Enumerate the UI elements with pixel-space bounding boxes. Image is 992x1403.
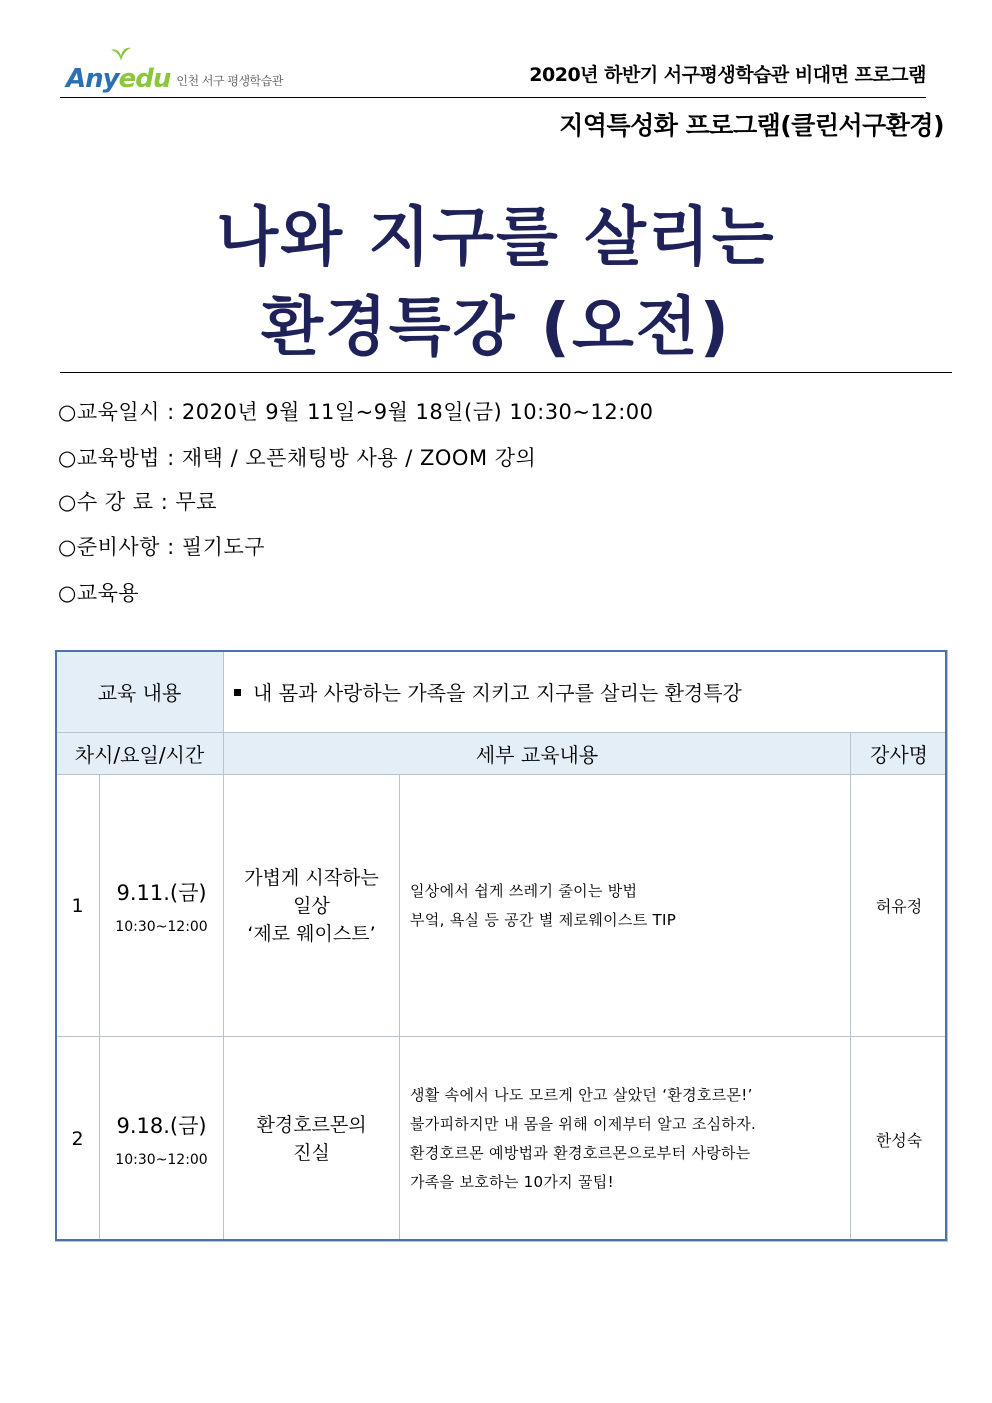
session-subject: [224, 1037, 400, 1242]
subject-line: 진실: [293, 1142, 330, 1164]
session-description: [400, 775, 851, 1037]
session-description: [400, 1037, 851, 1242]
session-date: 9.11.(금): [116, 880, 207, 905]
sprout-icon: [110, 46, 132, 62]
description-line: 부엌, 욕실 등 공간 별 제로웨이스트 TIP: [410, 910, 677, 929]
program-line: 2020년 하반기 서구평생학습관 비대면 프로그램: [529, 64, 926, 86]
description-line: 생활 속에서 나도 모르게 안고 살았던 ‘환경호르몬!’: [410, 1086, 753, 1104]
program-category: 지역특성화 프로그램(클린서구환경): [559, 111, 944, 140]
logo-org-name: 인천 서구 평생학습관: [176, 74, 283, 88]
topic-row: [56, 651, 948, 733]
logo-wordmark: Anyedu: [66, 64, 171, 94]
subject-line: 가볍게 시작하는: [244, 866, 379, 889]
topic-value-cell: [224, 651, 948, 733]
col-header-lecturer: 강사명: [851, 733, 948, 775]
topic-label: 교육 내용: [56, 651, 224, 733]
col-header-session: 차시/요일/시간: [56, 733, 224, 775]
description-line: 불가피하지만 내 몸을 위해 이제부터 알고 조심하자.: [410, 1115, 757, 1133]
session-subject: [224, 775, 400, 1037]
info-preparation: ○준비사항 : 필기도구: [58, 535, 266, 559]
description-line: 환경호르몬 예방법과 환경호르몬으로부터 사랑하는: [410, 1144, 751, 1162]
session-date-cell: [100, 1037, 224, 1242]
subject-line: ‘제로 웨이스트’: [247, 922, 376, 945]
page-title-line2: 환경특강 (오전): [261, 291, 731, 365]
col-header-detail: 세부 교육내용: [224, 733, 851, 775]
header-divider: [60, 97, 926, 98]
session-number: 1: [56, 775, 100, 1037]
lecturer-name: 한성숙: [851, 1037, 948, 1242]
info-material: ○교육용: [58, 581, 140, 605]
schedule-table: [55, 650, 948, 1242]
table-row: [56, 1037, 948, 1242]
anyedu-logo: [66, 54, 283, 94]
session-time: 10:30~12:00: [115, 1152, 208, 1168]
description-line: 일상에서 쉽게 쓰레기 줄이는 방법: [410, 881, 638, 900]
title-divider: [60, 372, 952, 373]
column-header-row: [56, 733, 948, 775]
info-schedule: ○교육일시 : 2020년 9월 11일~9월 18일(금) 10:30~12:00: [58, 400, 654, 424]
subject-line: 일상: [293, 894, 330, 917]
subject-line: 환경호르몬의: [256, 1114, 367, 1136]
session-number: 2: [56, 1037, 100, 1242]
session-date-cell: [100, 775, 224, 1037]
table-row: [56, 775, 948, 1037]
description-line: 가족을 보호하는 10가지 꿀팁!: [410, 1173, 614, 1191]
bullet-icon: [234, 689, 241, 696]
session-time: 10:30~12:00: [115, 918, 208, 935]
session-date: 9.18.(금): [116, 1114, 207, 1138]
info-fee: ○수 강 료 : 무료: [58, 490, 218, 514]
page-title-line1: 나와 지구를 살리는: [216, 201, 776, 275]
topic-value: 내 몸과 사랑하는 가족을 지키고 지구를 살리는 환경특강: [253, 681, 742, 705]
lecturer-name: 허유정: [851, 775, 948, 1037]
info-method: ○교육방법 : 재택 / 오픈채팅방 사용 / ZOOM 강의: [58, 446, 537, 470]
